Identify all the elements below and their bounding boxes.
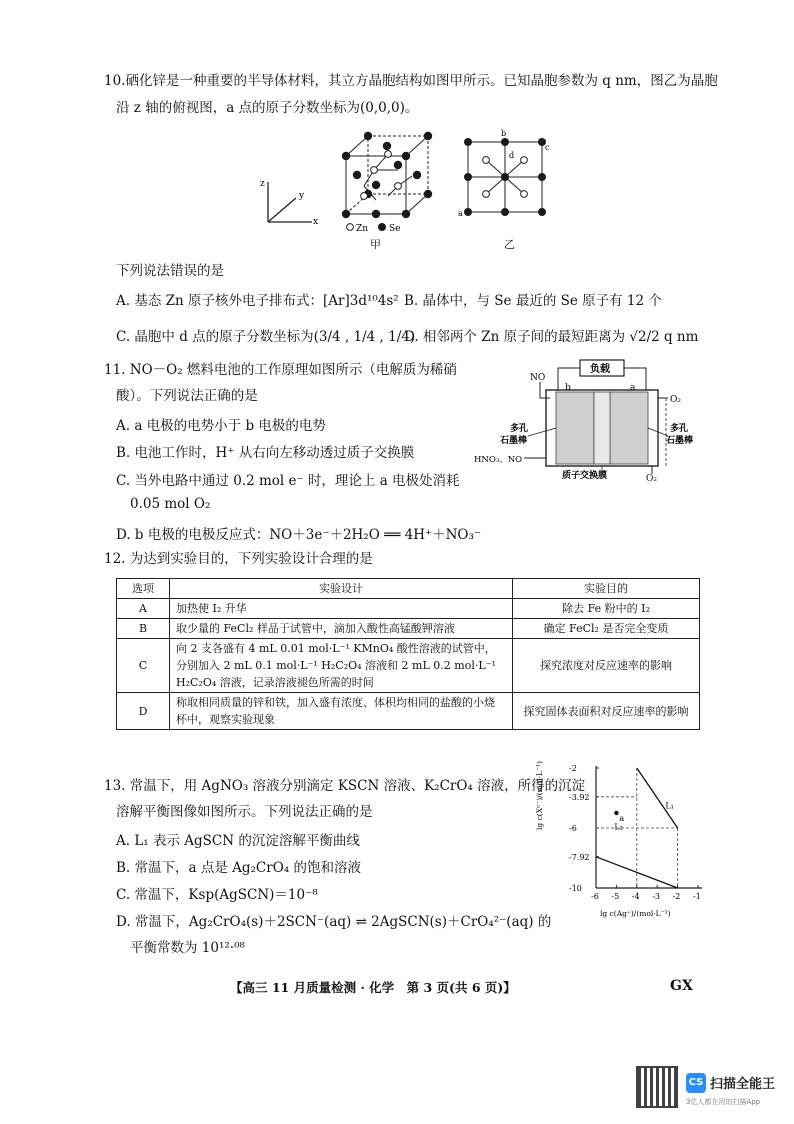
row-goal: 除去 Fe 粉中的 I₂	[513, 599, 700, 619]
label-a: a	[458, 209, 463, 218]
y-axis-label: lg c(Xⁿ⁻)/(mol·L⁻¹)	[535, 761, 544, 830]
point-a-label: a	[619, 814, 625, 823]
q12-stem: 12. 为达到实验目的，下列实验设计合理的是	[104, 551, 373, 567]
row-option: D	[117, 693, 170, 730]
series-L1-label: L₁	[665, 801, 674, 811]
q11-option-a: A. a 电极的电势小于 b 电极的电势	[116, 418, 326, 434]
row-design-line: 向 2 支各盛有 4 mL 0.01 mol·L⁻¹ KMnO₄ 酸性溶液的试管中，	[176, 642, 496, 655]
se-legend-icon	[378, 223, 386, 231]
q13-stem-line2: 溶解平衡图像如图所示。下列说法正确的是	[116, 804, 373, 820]
zn-legend-icon	[347, 224, 354, 231]
row-option: A	[117, 599, 170, 619]
left-electrode-label-1: 多孔	[510, 424, 529, 434]
load-label: 负载	[590, 364, 610, 375]
q10-stem-line1: 10.硒化锌是一种重要的半导体材料，其立方晶胞结构如图甲所示。已知晶胞参数为 q nm，图乙为晶胞	[104, 73, 718, 89]
legend-zn-label: Zn	[356, 224, 369, 234]
row-design-line: 称取相同质量的锌和铁，加入盛有浓度、体积均相同的盐酸的小烧	[176, 696, 495, 709]
row-option: B	[117, 619, 170, 639]
top-view-figure	[454, 128, 554, 224]
q10-option-c: C. 晶胞中 d 点的原子分数坐标为(3/4 , 1/4 , 1/4)	[116, 329, 416, 345]
series-L2-label: L₂	[614, 822, 623, 832]
solubility-chart	[530, 760, 710, 936]
q11-option-b: B. 电池工作时，H⁺ 从右向左移动透过质子交换膜	[116, 445, 415, 461]
y-tick-label: -7.92	[569, 852, 590, 862]
q10-stem-line2: 沿 z 轴的俯视图，a 点的原子分数坐标为(0,0,0)。	[116, 100, 419, 116]
table-row	[117, 599, 700, 619]
footer-code: GX	[670, 978, 693, 994]
fig-yi-caption: 乙	[504, 238, 515, 251]
legend-se-label: Se	[389, 224, 401, 234]
q10-option-d: D. 相邻两个 Zn 原子间的最短距离为 √2/2 q nm	[404, 329, 699, 345]
experiment-table	[116, 578, 700, 730]
row-design-line: 杯中，观察实验现象	[176, 713, 275, 726]
header-design: 实验设计	[170, 579, 513, 599]
xyz-axes-figure	[258, 174, 320, 228]
q10-option-b: B. 晶体中，与 Se 最近的 Se 原子有 12 个	[404, 293, 662, 309]
x-axis-label: lg c(Ag⁺)/(mol·L⁻¹)	[600, 909, 671, 918]
q11-option-d: D. b 电极的电极反应式：NO＋3e⁻＋2H₂O ══ 4H⁺＋NO₃⁻	[116, 527, 482, 543]
no-inlet-label: NO	[530, 373, 546, 383]
membrane-label: 质子交换膜	[562, 471, 608, 481]
label-b: b	[501, 129, 507, 138]
row-design	[170, 639, 513, 693]
y-tick-label: -2	[569, 764, 577, 773]
qr-code-icon	[636, 1066, 678, 1108]
q10-option-a: A. 基态 Zn 原子核外电子排布式：[Ar]3d¹⁰4s²	[116, 293, 399, 309]
x-tick-label: -3	[652, 892, 660, 901]
electrode-b-label: b	[565, 383, 571, 393]
o2-inlet-label: O₂	[670, 395, 681, 405]
row-design: 加热使 I₂ 升华	[170, 599, 513, 619]
x-tick-label: -2	[672, 892, 681, 901]
outlet-right-label: O₂	[646, 474, 657, 484]
q10-question: 下列说法错误的是	[116, 263, 224, 279]
label-c: c	[545, 143, 550, 152]
axis-z-label: z	[260, 179, 265, 189]
right-electrode-label-2: 石墨棒	[666, 436, 694, 446]
x-tick-label: -5	[611, 892, 620, 901]
row-goal: 确定 FeCl₂ 是否完全变质	[513, 619, 700, 639]
q11-stem-line1: 11. NO－O₂ 燃料电池的工作原理如图所示（电解质为稀硝	[104, 362, 457, 378]
electrode-a-label: a	[630, 383, 636, 393]
axis-y-label: y	[299, 191, 305, 201]
watermark-name: 扫描全能王	[710, 1077, 776, 1092]
q11-option-c-line1: C. 当外电路中通过 0.2 mol e⁻ 时，理论上 a 电极处消耗	[116, 473, 460, 489]
page-footer: 【高三 11 月质量检测 · 化学 第 3 页(共 6 页)】	[230, 980, 516, 995]
point-a-marker	[614, 811, 618, 815]
row-design	[170, 693, 513, 730]
y-tick-label: -3.92	[569, 792, 590, 802]
q11-option-c-line2: 0.05 mol O₂	[130, 496, 211, 512]
q13-option-a: A. L₁ 表示 AgSCN 的沉淀溶解平衡曲线	[116, 833, 360, 849]
x-tick-label: -6	[591, 892, 599, 901]
q13-option-b: B. 常温下，a 点是 Ag₂CrO₄ 的饱和溶液	[116, 860, 361, 876]
x-tick-label: -4	[631, 892, 640, 901]
row-goal: 探究浓度对反应速率的影响	[513, 639, 700, 693]
row-design-line: H₂C₂O₄ 溶液，记录溶液褪色所需的时间	[176, 676, 374, 689]
y-tick-label: -6	[569, 824, 577, 833]
outlet-left-label: HNO₃、NO	[474, 455, 523, 465]
watermark-sub: 3亿人都在用的扫描App	[686, 1098, 761, 1106]
series-L1-line	[637, 768, 678, 828]
right-electrode-label-1: 多孔	[670, 424, 689, 434]
fuel-cell-diagram	[470, 358, 706, 486]
row-design: 取少量的 FeCl₂ 样品于试管中，滴加入酸性高锰酸钾溶液	[170, 619, 513, 639]
header-goal: 实验目的	[513, 579, 700, 599]
axis-x-label: x	[313, 217, 319, 227]
q13-option-c: C. 常温下，Ksp(AgSCN)＝10⁻⁸	[116, 887, 318, 903]
table-row	[117, 639, 700, 693]
left-electrode-label-2: 石墨棒	[500, 436, 528, 446]
row-goal: 探究固体表面积对反应速率的影响	[513, 693, 700, 730]
label-d: d	[509, 151, 515, 160]
row-design-line: 分别加入 2 mL 0.1 mol·L⁻¹ H₂C₂O₄ 溶液和 2 mL 0.2 mol·L⁻¹	[176, 659, 496, 672]
camscanner-logo-icon: CS	[686, 1073, 706, 1093]
q13-stem-line1: 13. 常温下，用 AgNO₃ 溶液分别滴定 KSCN 溶液、K₂CrO₄ 溶液，所得的沉淀	[104, 778, 586, 794]
x-tick-label: -1	[693, 892, 701, 901]
table-row	[117, 693, 700, 730]
header-option: 选项	[117, 579, 170, 599]
y-tick-label: -10	[569, 884, 582, 893]
table-header-row	[117, 579, 700, 599]
table-row	[117, 619, 700, 639]
zinc-blende-unit-cell	[336, 126, 444, 236]
q13-option-d-line1: D. 常温下，Ag₂CrO₄(s)＋2SCN⁻(aq) ⇌ 2AgSCN(s)＋CrO₄²⁻(aq) 的	[116, 914, 552, 930]
fig-jia-caption: 甲	[370, 238, 381, 251]
q13-option-d-line2: 平衡常数为 10¹²·⁰⁸	[130, 940, 245, 956]
q11-stem-line2: 酸）。下列说法正确的是	[116, 388, 258, 404]
row-option: C	[117, 639, 170, 693]
